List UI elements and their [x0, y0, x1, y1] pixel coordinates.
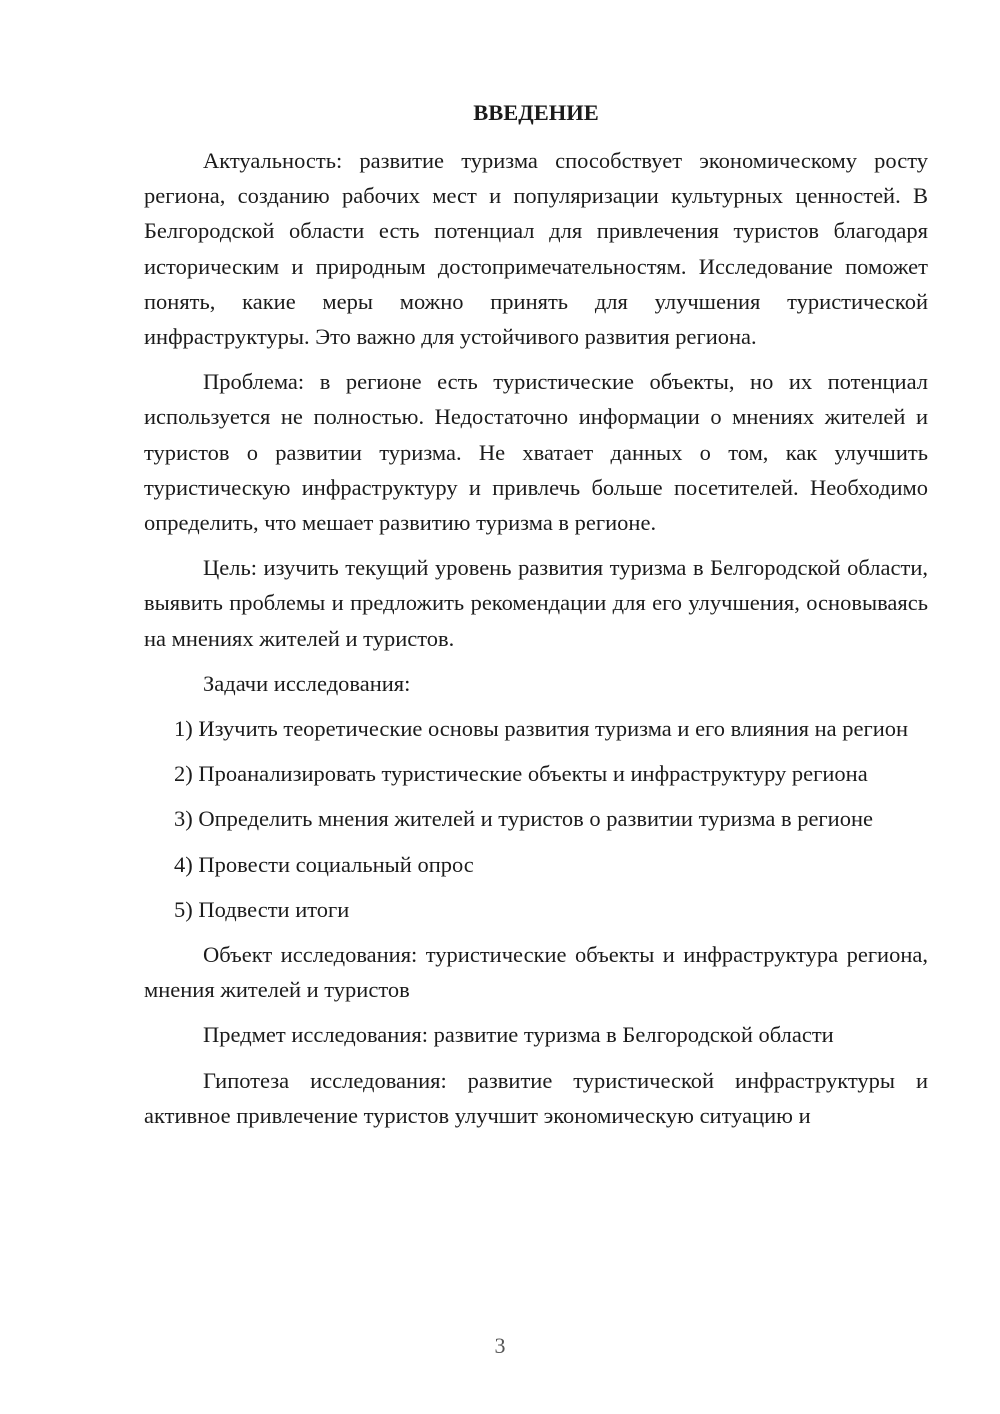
tasks-list [144, 711, 928, 927]
object-paragraph: Объект исследования: туристические объекты и инфраструктура региона, мнения жителей и туристов [144, 942, 928, 1003]
relevance-paragraph: Актуальность: развитие туризма способствует экономическому росту региона, созданию рабочих мест и популяризации культурных ценностей. В Белгородской области есть потенциал для привлечения туристов благодаря историческим и природным достопримечательностям. Исследование поможет понять, какие меры можно принять для улучшения туристической инфраструктуры. Это важно для устойчивого развития региона. [144, 148, 928, 350]
task-item-2: 2) Проанализировать туристические объекты и инфраструктуру региона [174, 761, 868, 787]
task-item-5: 5) Подвести итоги [174, 896, 350, 922]
goal-paragraph: Цель: изучить текущий уровень развития туризма в Белгородской области, выявить проблемы и предложить рекомендации для его улучшения, основываясь на мнениях жителей и туристов. [144, 555, 928, 651]
page-number: 3 [494, 1333, 506, 1358]
tasks-title: Задачи исследования: [203, 670, 411, 696]
task-item-4: 4) Провести социальный опрос [174, 851, 474, 877]
task-item-3: 3) Определить мнения жителей и туристов о развитии туризма в регионе [174, 806, 873, 832]
section-heading: ВВЕДЕНИЕ [473, 100, 599, 125]
problem-paragraph: Проблема: в регионе есть туристические объекты, но их потенциал используется не полностью. Недостаточно информации о мнениях жителей и туристов о развитии туризма. Не хватает данных о том, как улучшить туристическую инфраструктуру и привлечь больше посетителей. Необходимо определить, что мешает развитию туризма в регионе. [144, 369, 928, 536]
subject-paragraph: Предмет исследования: развитие туризма в Белгородской области [203, 1022, 834, 1048]
page-content [144, 95, 928, 1133]
hypothesis-paragraph: Гипотеза исследования: развитие туристической инфраструктуры и активное привлечение туристов улучшит экономическую ситуацию и [144, 1067, 928, 1128]
task-item-1: 1) Изучить теоретические основы развития туризма и его влияния на регион [174, 716, 909, 742]
